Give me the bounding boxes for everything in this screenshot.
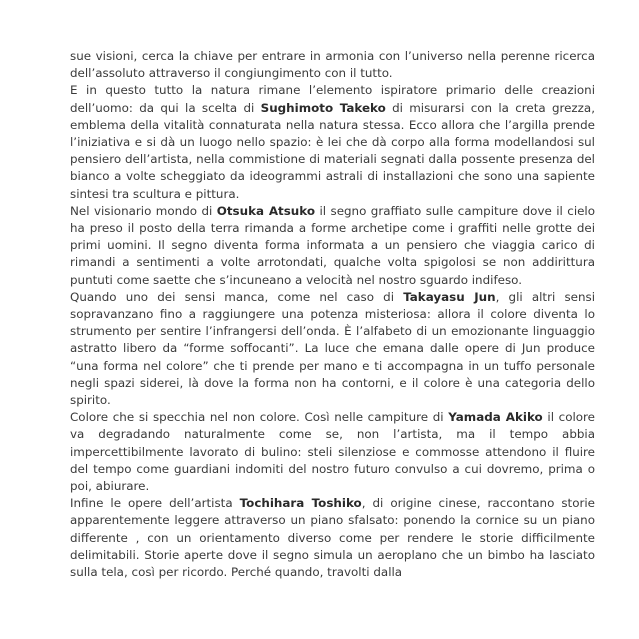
paragraph-text: sue visioni, cerca la chiave per entrare in armonia con l’universo nella perenne ricerca dell’assoluto attraverso il congiungimento con il tutto. [70,49,595,81]
artist-name: Tochihara Toshiko [239,496,362,511]
paragraph [70,48,595,82]
artist-name: Yamada Akiko [448,410,543,425]
paragraph [70,495,595,581]
artist-name: Otsuka Atsuko [216,203,316,218]
paragraph [70,82,595,202]
paragraph-text: Nel visionario mondo di [70,203,217,218]
paragraph-text: il colore va degradando naturalmente come se, non l’artista, ma il tempo abbia impercettibilmente lavorato di bulino: steli silenziose e commosse attendono il fluire del tempo come guardiani indomiti del nostro futuro convulso a cui dovremo, prima o poi, abiurare. [70,410,596,494]
paragraph [70,203,595,289]
paragraph-text: , gli altri sensi sopravanzano fino a raggiungere una potenza misteriosa: allora il colore diventa lo strumento per sentire l’infrangersi dell’onda. È l’alfabeto di un emozionante linguaggio astratto libero da “forme soffocanti”. La luce che emana dalle opere di Jun produce “una forma nel colore” che ti prende per mano e ti accompagna in un tuffo personale negli spazi siderei, là dove la forma non ha contorni, e il colore è una categoria dello spirito. [70,289,596,408]
paragraph-text: Colore che si specchia nel non colore. Così nelle campiture di [70,410,449,425]
artist-name: Takayasu Jun [403,289,496,304]
paragraph-text: Infine le opere dell’artista [70,496,240,511]
paragraph-text: Quando uno dei sensi manca, come nel caso di [70,289,404,304]
document-body [70,48,595,581]
paragraph-text: di misurarsi con la creta grezza, emblema della vitalità connaturata nella natura stessa. Ecco allora che l’argilla prende l’iniziativa e si dà un luogo nello spazio: è lei che dà corpo alla forma modellandosi sul pensiero dell’artista, nella commistione di materiali segnati dalla possente presenza del bianco a volte scheggiato da ideogrammi astrali di installazioni che sono una sapiente sintesi tra scultura e pittura. [70,100,595,201]
paragraph [70,409,595,495]
artist-name: Sughimoto Takeko [260,100,386,115]
paragraph-text: , di origine cinese, raccontano storie apparentemente leggere attraverso un piano sfalsato: ponendo la cornice su un piano differente , con un orientamento diverso come per rendere le storie difficilmente delimitabili. Storie aperte dove il segno simula un aeroplano che un bimbo ha lasciato sulla tela, così per ricordo. Perché quando, travolti dalla [70,496,595,580]
paragraph [70,289,595,409]
paragraph-text: il segno graffiato sulle campiture dove il cielo ha preso il posto della terra rimanda a forme archetipe come i graffiti nelle grotte dei primi uomini. Il segno diventa forma informata a un pensiero che viaggia carico di rimandi a sentimenti a volte arrotondati, qualche volta spigolosi se non addirittura puntuti come saette che s’incuneano a velocità nel nostro sguardo indifeso. [70,203,596,287]
paragraph-text: E in questo tutto la natura rimane l’elemento ispiratore primario delle creazioni dell’uomo: da qui la scelta di [70,83,595,115]
